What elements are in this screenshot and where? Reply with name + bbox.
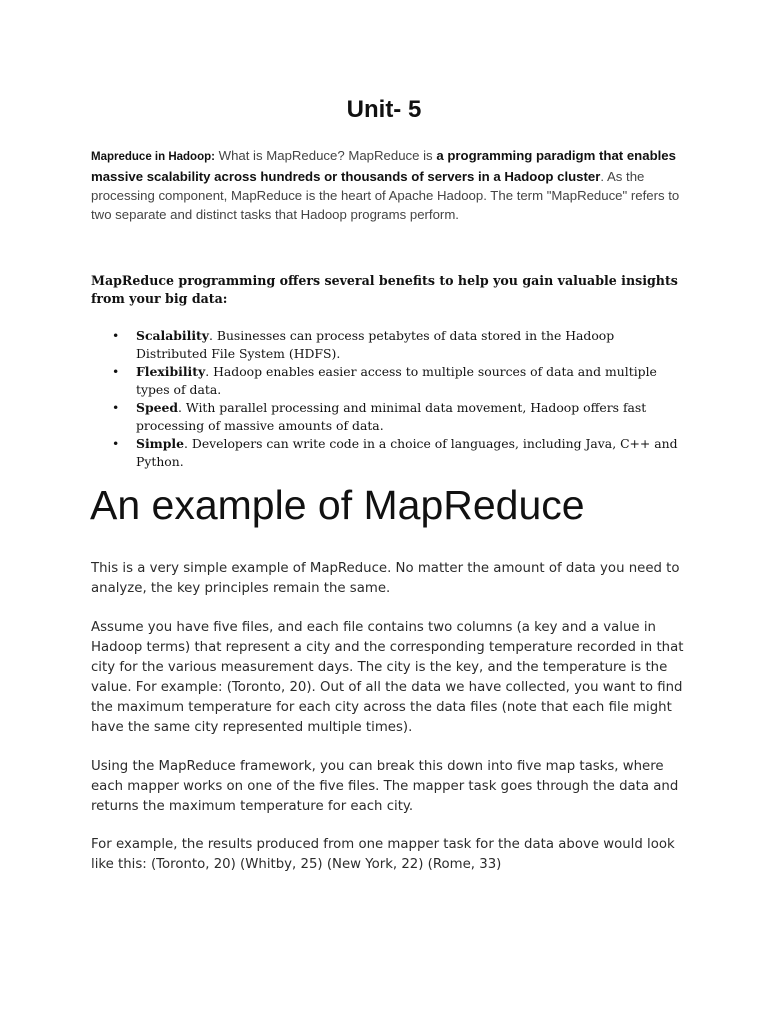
list-item-text: . Developers can write code in a choice of languages, including Java, C++ and Python. bbox=[136, 436, 678, 469]
body-paragraph-2: Assume you have five files, and each file contains two columns (a key and a value in Hadoop terms) that represent a city and the corresponding temperature recorded in that city for the various measurement days. The city is the key, and the temperature is the value. For example: (Toronto, 20). Out of all the data we have collected, you want to find the maximum temperature for each city across the data files (note that each file might have the same city represented multiple times). bbox=[91, 620, 684, 735]
list-item-text: . With parallel processing and minimal data movement, Hadoop offers fast processing of massive amounts of data. bbox=[136, 400, 647, 433]
list-item-flexibility bbox=[91, 363, 681, 399]
bullet-icon: • bbox=[112, 436, 120, 451]
body-paragraph-4: For example, the results produced from one mapper task for the data above would look like this: (Toronto, 20) (Whitby, 25) (New York, 22) (Rome, 33) bbox=[91, 837, 675, 872]
list-item-term: Flexibility bbox=[136, 364, 206, 379]
bullet-icon: • bbox=[112, 364, 120, 379]
body-paragraph-1: This is a very simple example of MapReduce. No matter the amount of data you need to analyze, the key principles remain the same. bbox=[91, 561, 680, 596]
list-item-text: . Businesses can process petabytes of data stored in the Hadoop Distributed File System (HDFS). bbox=[136, 328, 615, 361]
bullet-icon: • bbox=[112, 400, 120, 415]
intro-bold-definition: a programming paradigm that enables massive scalability across hundreds or thousands of servers in a Hadoop cluster bbox=[91, 148, 676, 184]
intro-paragraph bbox=[91, 146, 681, 224]
list-item-term: Scalability bbox=[136, 328, 209, 343]
list-item-speed bbox=[91, 399, 681, 435]
bullet-icon: • bbox=[112, 328, 120, 343]
list-item-term: Simple bbox=[136, 436, 185, 451]
section-heading: An example of MapReduce bbox=[90, 482, 585, 528]
intro-text-1: What is MapReduce? MapReduce is bbox=[214, 148, 437, 163]
benefits-list bbox=[91, 327, 681, 471]
list-item-simple bbox=[91, 435, 681, 471]
list-item-text: . Hadoop enables easier access to multiple sources of data and multiple types of data. bbox=[136, 364, 657, 397]
list-item-scalability bbox=[91, 327, 681, 363]
list-item-term: Speed bbox=[136, 400, 179, 415]
intro-text-2: . As the processing component, MapReduce is the heart of Apache Hadoop. The term "MapReduce" refers to two separate and distinct tasks that Hadoop programs perform. bbox=[91, 169, 680, 222]
page-title: Unit- 5 bbox=[346, 96, 422, 123]
intro-label: Mapreduce in Hadoop: bbox=[91, 151, 215, 163]
benefits-heading: MapReduce programming offers several benefits to help you gain valuable insights from your big data: bbox=[91, 273, 678, 306]
body-paragraph-3: Using the MapReduce framework, you can break this down into five map tasks, where each mapper works on one of the five files. The mapper task goes through the data and returns the maximum temperature for each city. bbox=[91, 759, 679, 814]
